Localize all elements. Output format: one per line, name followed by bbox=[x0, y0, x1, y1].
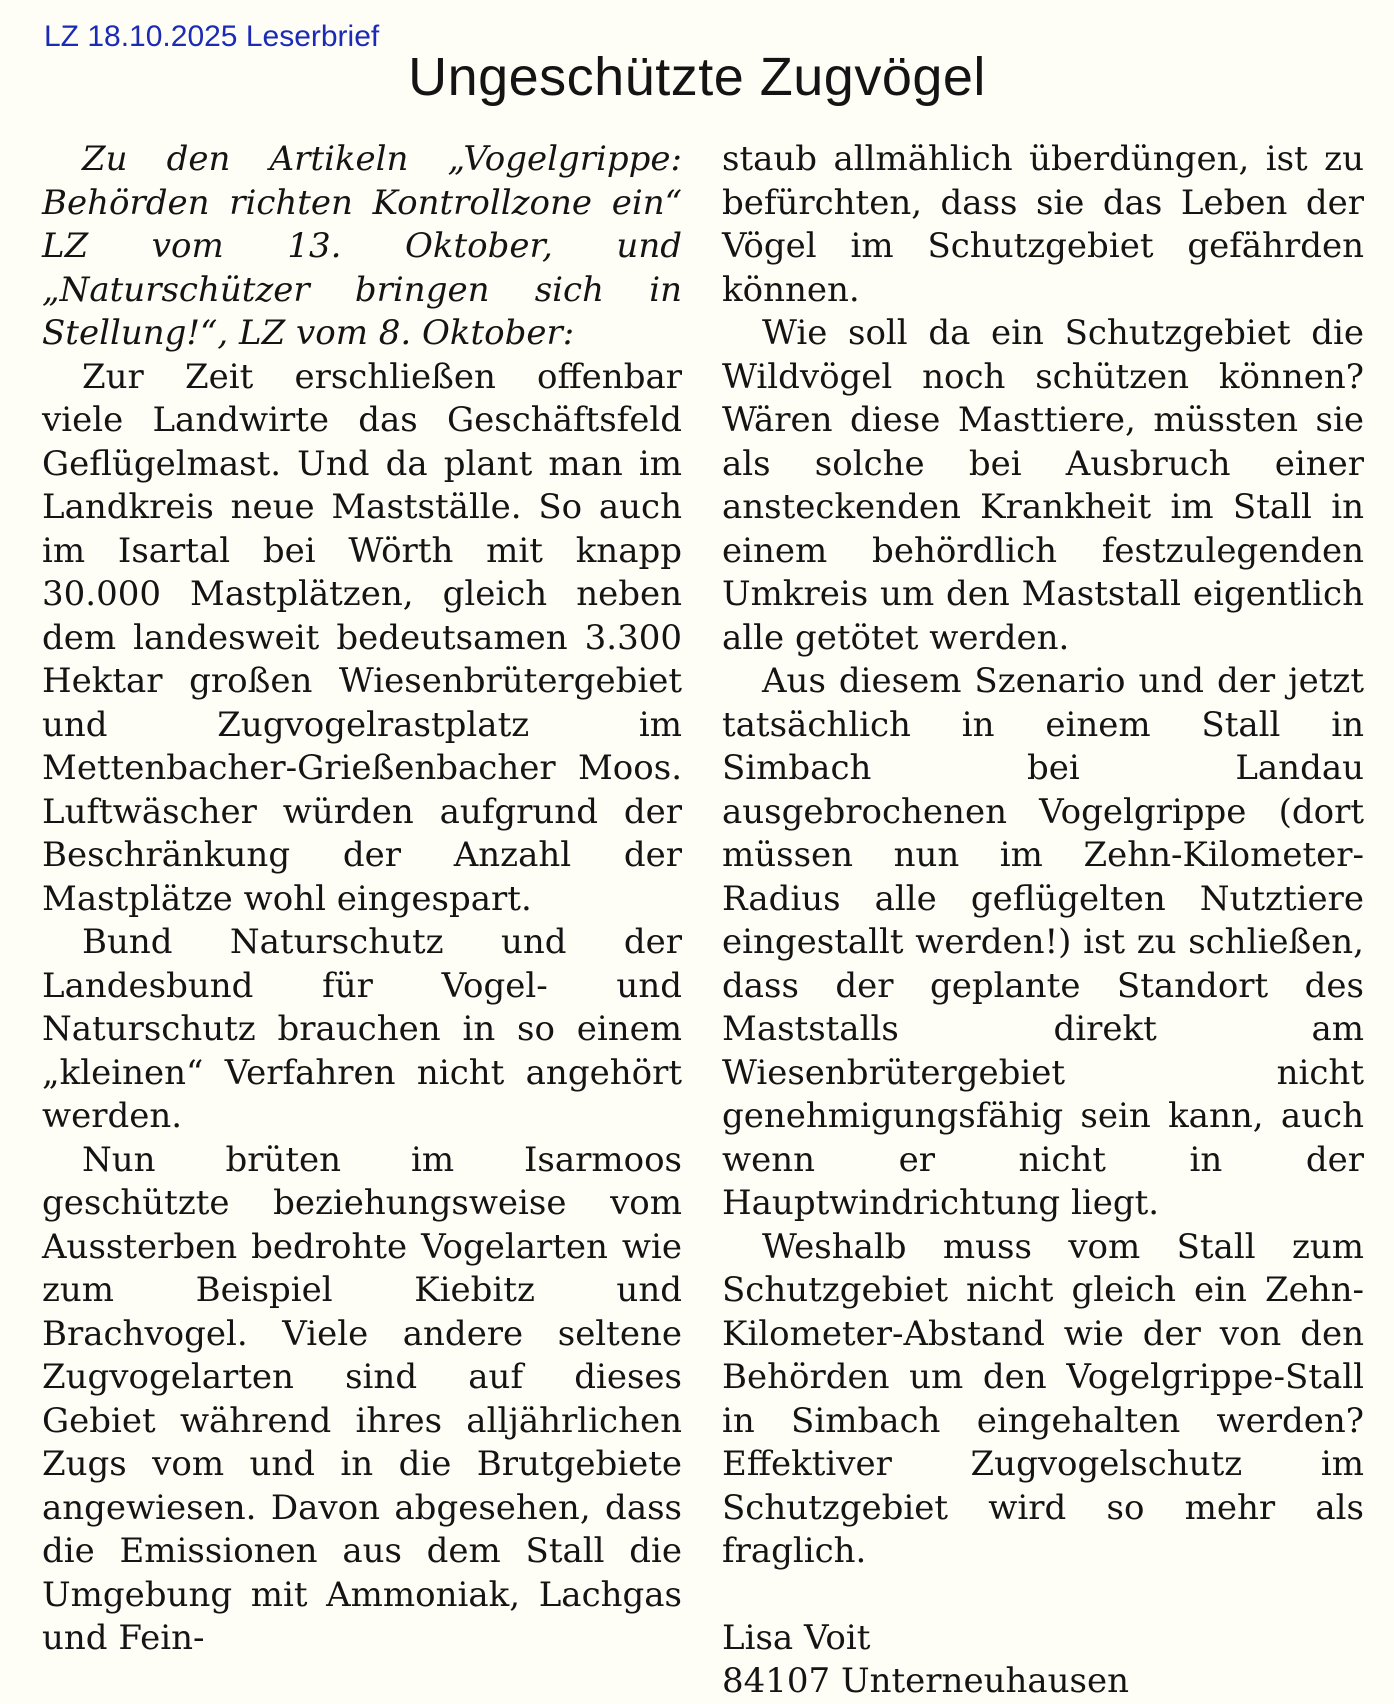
article-intro: Zu den Artikeln „Vogelgrippe: Behörden richten Kontrollzone ein“ LZ vom 13. Oktober, und „Naturschützer bringen sich in Stellung!“, LZ vom 8. Oktober: bbox=[42, 139, 682, 353]
author-signature bbox=[722, 1617, 1364, 1704]
article-headline: Ungeschützte Zugvögel bbox=[408, 47, 986, 107]
article-paragraph-2: Bund Naturschutz und der Landesbund für Vogel- und Naturschutz brauchen in so einem „kleinen“ Verfahren nicht angehört werden. bbox=[42, 922, 682, 1136]
author-place: 84107 Unterneuhausen bbox=[722, 1661, 1130, 1701]
author-name: Lisa Voit bbox=[722, 1617, 871, 1658]
source-tag: LZ 18.10.2025 Leserbrief bbox=[44, 20, 380, 53]
article-paragraph-1: Zur Zeit erschließen offenbar viele Landwirte das Geschäftsfeld Geflügelmast. Und da plant man im Landkreis neue Mastställe. So auch im Isartal bei Wörth mit knapp 30.000 Mastplätzen, gleich neben dem landesweit bedeutsamen 3.300 Hektar großen Wiesenbrütergebiet und Zugvogelrastplatz im Mettenbacher-Grießenbacher Moos. Luftwäscher würden aufgrund der Beschränkung der Anzahl der Mastplätze wohl eingespart. bbox=[42, 356, 682, 919]
article-paragraph-4: Wie soll da ein Schutzgebiet die Wildvögel noch schützen können? Wären diese Masttiere, müssten sie als solche bei Ausbruch einer ansteckenden Krankheit im Stall in einem behördlich festzulegenden Umkreis um den Maststall eigentlich alle getötet werden. bbox=[722, 313, 1364, 658]
article-paragraph-5: Aus diesem Szenario und der jetzt tatsächlich in einem Stall in Simbach bei Landau ausgebrochenen Vogelgrippe (dort müssen nun im Zehn-Kilometer-Radius alle geflügelten Nutztiere eingestallt werden!) ist zu schließen, dass der geplante Standort des Maststalls direkt am Wiesenbrütergebiet nicht genehmigungsfähig sein kann, auch wenn er nicht in der Hauptwindrichtung liegt. bbox=[722, 661, 1364, 1223]
article-paragraph-6: Weshalb muss vom Stall zum Schutzgebiet nicht gleich ein Zehn-Kilometer-Abstand wie der von den Behörden um den Vogelgrippe-Stall in Simbach eingehalten werden? Effektiver Zugvogelschutz im Schutzgebiet wird so mehr als fraglich. bbox=[722, 1226, 1364, 1571]
article-paragraph-3-continued: staub allmählich überdüngen, ist zu befürchten, dass sie das Leben der Vögel im Schutzgebiet gefährden können. bbox=[722, 139, 1364, 310]
article-column-left bbox=[42, 138, 682, 1661]
article-column-right bbox=[722, 138, 1364, 1704]
article-paragraph-3: Nun brüten im Isarmoos geschützte beziehungsweise vom Aussterben bedrohte Vogelarten wie zum Beispiel Kiebitz und Brachvogel. Viele andere seltene Zugvogelarten sind auf dieses Gebiet während ihres alljährlichen Zugs vom und in die Brutgebiete angewiesen. Davon abgesehen, dass die Emissionen aus dem Stall die Umgebung mit Ammoniak, Lachgas und Fein- bbox=[42, 1139, 682, 1658]
